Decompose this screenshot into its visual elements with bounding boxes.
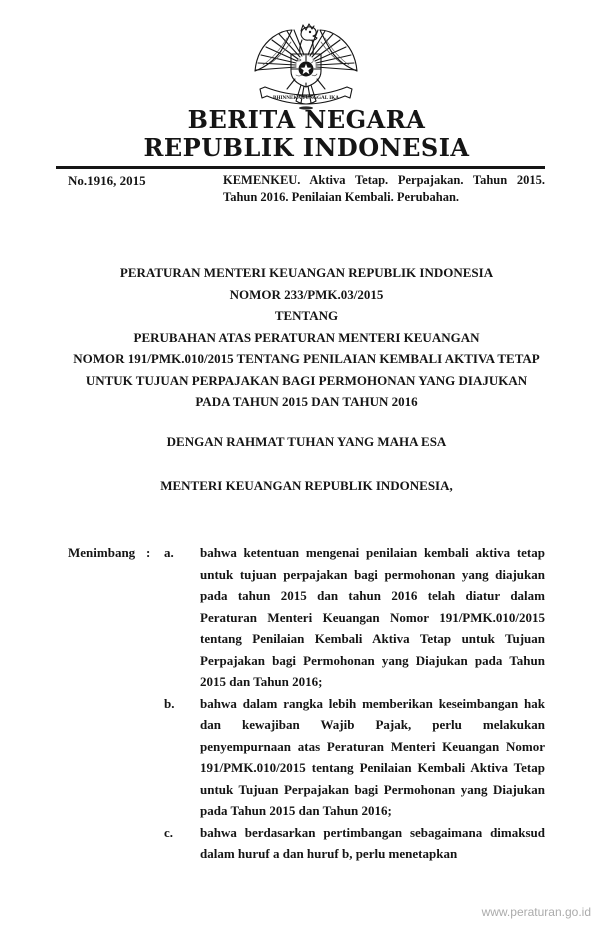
item-marker: b. (164, 695, 175, 711)
gazette-masthead (68, 106, 545, 162)
svg-text:BHINNEKA TUNGGAL IKA: BHINNEKA TUNGGAL IKA (273, 96, 340, 101)
item-text: bahwa dalam rangka lebih memberikan keseimbangan hak dan kewajiban Wajib Pajak, perlu melakukan penyempurnaan atas Peraturan Menteri Keuangan Nomor 191/PMK.010/2015 tentang Penilaian Kembali Aktiva Tetap untuk Tujuan Perpajakan bagi Permohonan yang Diajukan pada Tahun 2015 dan Tahun 2016; (200, 695, 545, 818)
gazette-meta-row (68, 172, 545, 206)
regulation-title (68, 262, 545, 413)
gazette-title-line2: REPUBLIK INDONESIA (143, 133, 470, 162)
consideration-item (164, 822, 545, 865)
consideration-item (164, 542, 545, 693)
item-marker: c. (164, 824, 174, 840)
gazette-title-line1: BERITA NEGARA (187, 105, 426, 134)
regulation-number-line: NOMOR 233/PMK.03/2015 (229, 286, 384, 302)
considering-separator: : (146, 545, 151, 560)
watermark-url: www.peraturan.go.id (481, 905, 591, 919)
regulation-title-line: PERATURAN MENTERI KEUANGAN REPUBLIK INDONESIA (119, 265, 494, 280)
masthead-divider-rule (56, 166, 545, 169)
considering-items (164, 542, 545, 865)
gazette-subject-summary: KEMENKEU. Aktiva Tetap. Perpajakan. Tahun 2015. Tahun 2016. Penilaian Kembali. Perubahan. (223, 173, 545, 204)
item-marker: a. (164, 545, 174, 560)
item-text: bahwa ketentuan mengenai penilaian kembali aktiva tetap untuk tujuan perpajakan bagi permohonan yang diajukan pada tahun 2015 dan tahun 2016 telah diatur dalam Peraturan Menteri Keuangan Nomor 191/PMK.010/2015 tentang Penilaian Kembali Aktiva Tetap untuk Tujuan Perpajakan bagi Permohonan yang Diajukan pada Tahun 2015 dan Tahun 2016; (200, 545, 545, 689)
gazette-issue-number: No.1916, 2015 (68, 173, 146, 188)
considering-section (68, 542, 545, 865)
regulation-subject-line: NOMOR 191/PMK.010/2015 TENTANG PENILAIAN KEMBALI AKTIVA TETAP (73, 351, 540, 366)
regulation-subject-line: UNTUK TUJUAN PERPAJAKAN BAGI PERMOHONAN YANG DIAJUKAN (85, 372, 528, 388)
garuda-pancasila-emblem-icon (251, 21, 361, 113)
consideration-item (164, 693, 545, 822)
considering-label: Menimbang (68, 545, 136, 560)
issuing-authority-line: MENTERI KEUANGAN REPUBLIK INDONESIA, (160, 478, 453, 493)
regulation-subject-line: PADA TAHUN 2015 DAN TAHUN 2016 (195, 394, 418, 409)
item-text: bahwa berdasarkan pertimbangan sebagaimana dimaksud dalam huruf a dan huruf b, perlu menetapkan (200, 824, 545, 861)
regulation-subject-line: PERUBAHAN ATAS PERATURAN MENTERI KEUANGAN (133, 329, 480, 345)
invocation-line: DENGAN RAHMAT TUHAN YANG MAHA ESA (166, 434, 447, 449)
regulation-tentang-line: TENTANG (274, 308, 339, 323)
